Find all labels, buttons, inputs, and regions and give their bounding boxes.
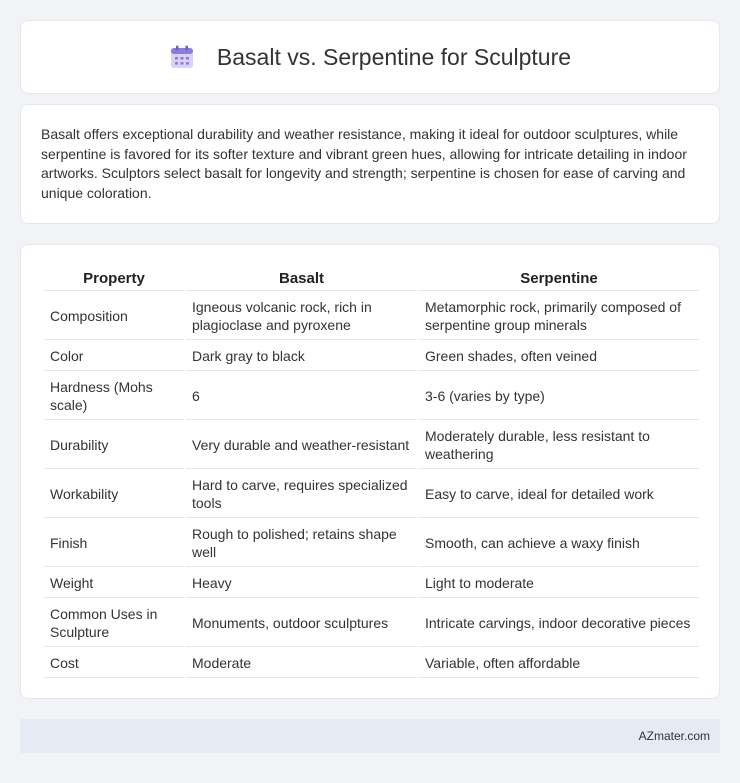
basalt-cell: Monuments, outdoor sculptures: [186, 600, 417, 647]
basalt-cell: Moderate: [186, 649, 417, 678]
serpentine-cell: Smooth, can achieve a waxy finish: [419, 520, 699, 567]
table-row: [44, 342, 699, 371]
property-cell: Finish: [44, 520, 184, 567]
basalt-cell: Heavy: [186, 569, 417, 598]
table-row: [44, 569, 699, 598]
basalt-cell: Igneous volcanic rock, rich in plagioclase and pyroxene: [186, 293, 417, 340]
comparison-table: [42, 265, 701, 680]
basalt-cell: Dark gray to black: [186, 342, 417, 371]
serpentine-cell: Moderately durable, less resistant to weathering: [419, 422, 699, 469]
basalt-cell: Hard to carve, requires specialized tools: [186, 471, 417, 518]
table-row: [44, 422, 699, 469]
table-row: [44, 293, 699, 340]
property-cell: Durability: [44, 422, 184, 469]
property-cell: Common Uses in Sculpture: [44, 600, 184, 647]
serpentine-cell: Intricate carvings, indoor decorative pieces: [419, 600, 699, 647]
column-header-serpentine: Serpentine: [419, 267, 699, 291]
table-row: [44, 649, 699, 678]
description-text: Basalt offers exceptional durability and weather resistance, making it ideal for outdoor sculptures, while serpentine is favored for its softer texture and vibrant green hues, allowing for intricate detailing in indoor artworks. Sculptors select basalt for longevity and strength; serpentine is chosen for ease of carving and unique coloration.: [41, 126, 687, 201]
title-wrap: [169, 44, 571, 71]
serpentine-cell: Metamorphic rock, primarily composed of serpentine group minerals: [419, 293, 699, 340]
description-card: [20, 104, 720, 224]
property-cell: Color: [44, 342, 184, 371]
basalt-cell: Rough to polished; retains shape well: [186, 520, 417, 567]
property-cell: Cost: [44, 649, 184, 678]
calendar-icon: [169, 44, 195, 70]
table-row: [44, 373, 699, 420]
basalt-cell: 6: [186, 373, 417, 420]
serpentine-cell: Easy to carve, ideal for detailed work: [419, 471, 699, 518]
footer-bar: [20, 719, 720, 753]
page-title: Basalt vs. Serpentine for Sculpture: [216, 43, 572, 70]
property-cell: Composition: [44, 293, 184, 340]
serpentine-cell: Light to moderate: [419, 569, 699, 598]
table-header-row: [44, 267, 699, 291]
comparison-card: [20, 244, 720, 699]
property-cell: Weight: [44, 569, 184, 598]
basalt-cell: Very durable and weather-resistant: [186, 422, 417, 469]
column-header-property: Property: [44, 267, 184, 291]
serpentine-cell: Green shades, often veined: [419, 342, 699, 371]
table-row: [44, 520, 699, 567]
footer-site-label: AZmater.com: [638, 729, 710, 743]
table-row: [44, 600, 699, 647]
property-cell: Workability: [44, 471, 184, 518]
title-card: [20, 20, 720, 94]
table-row: [44, 471, 699, 518]
column-header-basalt: Basalt: [186, 267, 417, 291]
serpentine-cell: 3-6 (varies by type): [419, 373, 699, 420]
serpentine-cell: Variable, often affordable: [419, 649, 699, 678]
property-cell: Hardness (Mohs scale): [44, 373, 184, 420]
